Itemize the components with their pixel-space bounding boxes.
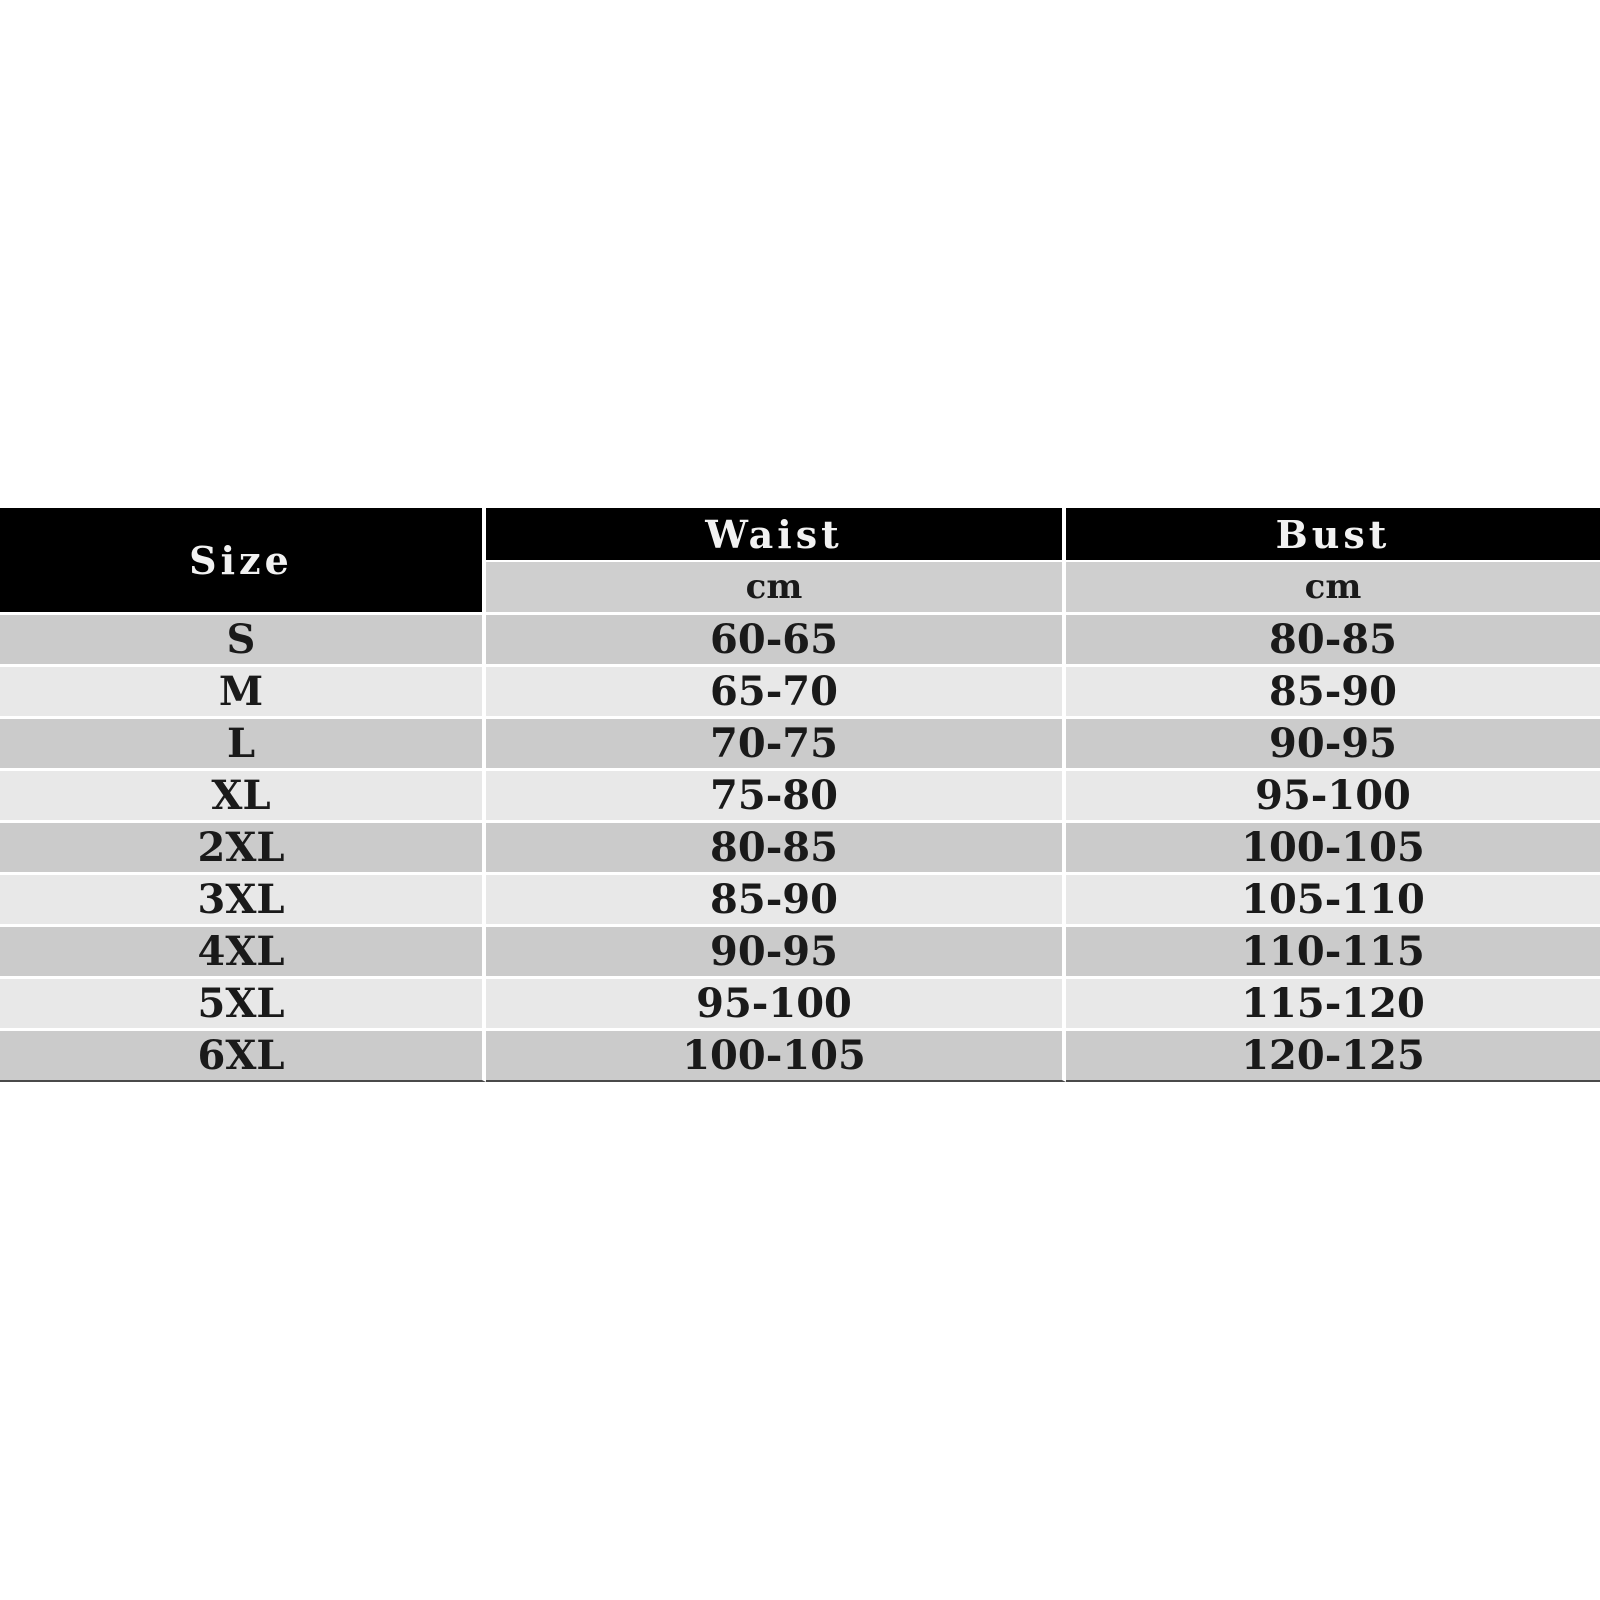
bust-unit: cm xyxy=(1066,560,1600,615)
waist-cell: 95-100 xyxy=(486,979,1066,1031)
size-cell: 6XL xyxy=(0,1031,486,1082)
bust-cell: 95-100 xyxy=(1066,771,1600,823)
table-row xyxy=(0,875,1600,927)
bust-cell: 115-120 xyxy=(1066,979,1600,1031)
waist-cell: 100-105 xyxy=(486,1031,1066,1082)
table-row xyxy=(0,719,1600,771)
table-row xyxy=(0,1031,1600,1082)
waist-cell: 65-70 xyxy=(486,667,1066,719)
size-cell: 5XL xyxy=(0,979,486,1031)
size-cell: S xyxy=(0,615,486,667)
header-row xyxy=(0,508,1600,560)
waist-cell: 60-65 xyxy=(486,615,1066,667)
bust-cell: 85-90 xyxy=(1066,667,1600,719)
size-chart-table xyxy=(0,508,1600,1082)
table-header xyxy=(0,508,1600,615)
waist-cell: 80-85 xyxy=(486,823,1066,875)
waist-header: Waist xyxy=(486,508,1066,560)
size-cell: M xyxy=(0,667,486,719)
bust-cell: 80-85 xyxy=(1066,615,1600,667)
table-row xyxy=(0,667,1600,719)
size-cell: 3XL xyxy=(0,875,486,927)
waist-cell: 70-75 xyxy=(486,719,1066,771)
table-body xyxy=(0,615,1600,1082)
bust-header: Bust xyxy=(1066,508,1600,560)
bust-cell: 90-95 xyxy=(1066,719,1600,771)
waist-unit: cm xyxy=(486,560,1066,615)
size-cell: L xyxy=(0,719,486,771)
size-cell: 2XL xyxy=(0,823,486,875)
bust-cell: 105-110 xyxy=(1066,875,1600,927)
table-row xyxy=(0,615,1600,667)
waist-cell: 85-90 xyxy=(486,875,1066,927)
table-row xyxy=(0,823,1600,875)
bust-cell: 110-115 xyxy=(1066,927,1600,979)
size-header: Size xyxy=(0,508,486,615)
table-row xyxy=(0,979,1600,1031)
waist-cell: 75-80 xyxy=(486,771,1066,823)
bust-cell: 120-125 xyxy=(1066,1031,1600,1082)
bust-cell: 100-105 xyxy=(1066,823,1600,875)
waist-cell: 90-95 xyxy=(486,927,1066,979)
size-cell: XL xyxy=(0,771,486,823)
size-cell: 4XL xyxy=(0,927,486,979)
table-row xyxy=(0,771,1600,823)
table-row xyxy=(0,927,1600,979)
